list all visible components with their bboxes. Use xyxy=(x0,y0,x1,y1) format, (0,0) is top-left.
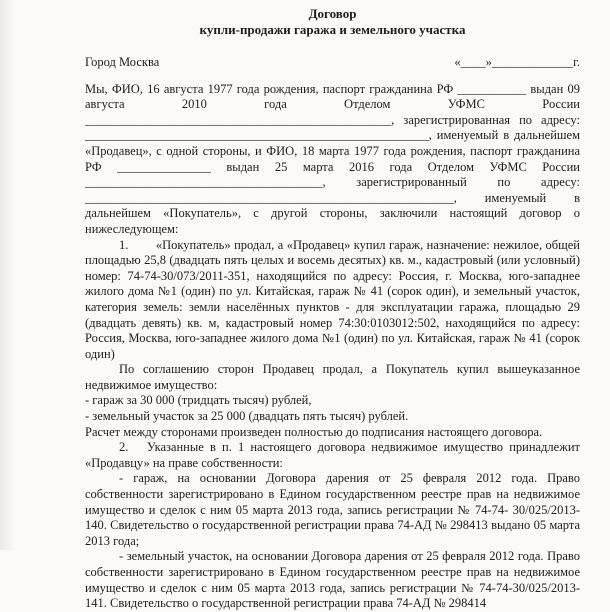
preamble-paragraph: Мы, ФИО, 16 августа 1977 года рождения, паспорт гражданина РФ ___________ выдан 09 августа 2010 года Отделом УФМС России _________________________________________________, зарегистрированная по адресу: _______________________________________________________, именуемый в дальнейшем «Продавец», с одной стороны, и ФИО, 18 марта 1977 года рождения, паспорт гражданина РФ _______________ выдан 25 марта 2016 года Отделом УФМС России ______________________________________, зарегистрированный по адресу: ___________________________________________________________, именуемый в дальнейшем «Покупатель», с другой стороны, заключили настоящий договор о нижеследующем: xyxy=(85,81,580,236)
document-title: Договор xyxy=(308,6,357,21)
clause-1-paragraph: 1. «Покупатель» продал, а «Продавец» купил гараж, назначение: нежилое, общей площадью 25,8 (двадцать пять целых и восемь десятых) кв. м., кадастровый (или условный) номер: 74-74-30/073/2011-351, находящийся по адресу: Россия, г. Москва, юго-западнее жилого дома №1 (один) по ул. Китайская, гараж № 41 (сорок один), и земельный участок, категория земель: земли населённых пунктов - для эксплуатации гаража, площадью 29 (двадцать девять) кв. м, кадастровый номер 74:30:0103012:502, находящийся по адресу: Россия, Москва, юго-западнее жилого дома №1 (один) по ул. Китайская, гараж № 41 (сорок один) xyxy=(85,237,580,361)
agreement-paragraph: По соглашению сторон Продавец продал, а Покупатель купил вышеуказанное недвижимое имущество: xyxy=(85,362,580,392)
ownership-land-paragraph: - земельный участок, на основании Договора дарения от 25 февраля 2012 года. Право собственности зарегистрировано в Едином государственном реестре прав на недвижимое имущество и сделок с ним 05 марта 2013 года, запись регистрации № 74-74-30/025/2013-141. Свидетельство о государственной регистрации права 74-АД № 298414 xyxy=(85,549,580,611)
price-land-line: - земельный участок за 25 000 (двадцать пять тысяч) рублей. xyxy=(85,409,409,424)
clause-2-paragraph: 2. Указанные в п. 1 настоящего договора недвижимое имущество принадлежит «Продавцу» на праве собственности: xyxy=(85,440,580,470)
settlement-line: Расчет между сторонами произведен полностью до подписания настоящего договора. xyxy=(85,424,543,439)
ownership-garage-paragraph: - гараж, на основании Договора дарения от 25 февраля 2012 года. Право собственности зарегистрировано в Едином государственном реестре прав на недвижимое имущество и сделок с ним 05 марта 2013 года, запись регистрации № 74-74- 30/025/2013-140. Свидетельство о государственной регистрации права 74-АД № 298413 выдано 05 марта 2013 года; xyxy=(85,471,580,548)
date-blank: «____»_____________г. xyxy=(454,55,580,69)
document-subtitle: купли-продажи гаража и земельного участка xyxy=(199,22,466,37)
city-label: Город Москва xyxy=(85,55,160,69)
place-date-row xyxy=(85,55,580,71)
price-garage-line: - гараж за 30 000 (тридцать тысяч) рублей, xyxy=(85,393,312,408)
